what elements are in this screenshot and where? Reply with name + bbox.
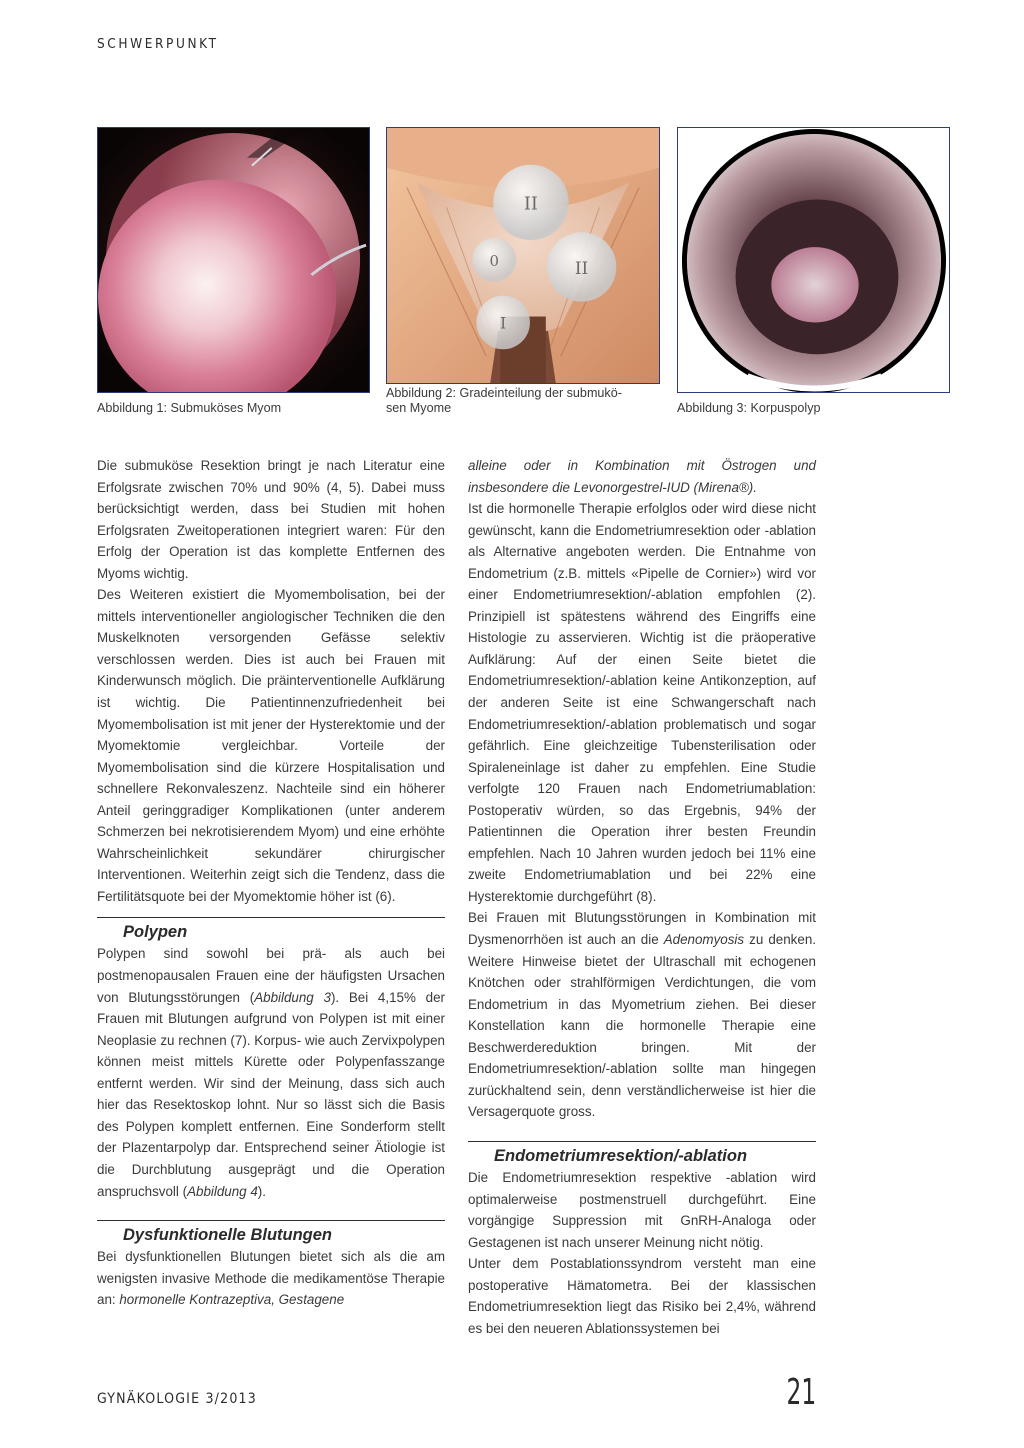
left-paragraph-2: Des Weiteren existiert die Myomembolisation, bei der mittels interventioneller angiologischer Techniken die den Muskelknoten versorgenden Gefässe selektiv verschlossen werden. Dies ist auch bei Frauen mit Kinderwunsch möglich. Die präinterventionelle Aufklärung ist wichtig. Die Patientinnenzufriedenheit bei Myomembolisation ist mit jener der Hysterektomie und der Myomektomie vergleichbar. Vorteile der Myomembolisation sind die kürzere Hospitalisation und schnellere Rekonvaleszenz. Nachteile sind ein höherer Anteil geringgradiger Komplikationen (unter anderem Schmerzen bei nekrotisierendem Myom) und eine erhöhte Wahrscheinlichkeit sekundärer chirurgischer Interventionen. Weiterhin zeigt sich die Tendenz, dass die Fertilitätsquote bei der Myomektomie höher ist (6). bbox=[97, 587, 445, 904]
right-paragraph-2: Ist die hormonelle Therapie erfolglos oder wird diese nicht gewünscht, kann die Endometriumresektion oder -ablation als Alternative angeboten werden. Die Entnahme von Endometrium (z.B. mittels «Pipelle de Cornier») wird vor einer Endometriumresektion/-ablation empfohlen (2). Prinzipiell ist spätestens während des Eingriffs eine Histologie zu asservieren. Wichtig ist die präoperative Aufklärung: Auf der einen Seite bietet die Endometriumresektion/-ablation keine Antikonzeption, auf der anderen Seite ist eine Schwangerschaft nach Endometriumresektion/-ablation problematisch und sogar gefährlich. Eine gleichzeitige Tubensterilisation oder Spiraleneinlage ist daher zu empfehlen. Eine Studie verfolgte 120 Frauen nach Endometriumablation: Postoperativ würden, so das Ergebnis, 94% der Patientinnen die Operation ihrer besten Freundin empfehlen. Nach 10 Jahren wurden jedoch bei 11% eine zweite Endometriumablation und bei 22% eine Hysterektomie durchgeführt (8). bbox=[468, 501, 816, 904]
page-number: 21 bbox=[786, 1372, 816, 1413]
right-paragraph-1: alleine oder in Kombination mit Östrogen und insbesondere die Levonorgestrel-IUD (Mirena®). bbox=[468, 458, 816, 495]
figure-2-caption-line1: Abbildung 2: Gradeinteilung der submukö- bbox=[386, 386, 622, 400]
footer-journal: GYNÄKOLOGIE 3/2013 bbox=[97, 1391, 257, 1407]
figure-3-caption: Abbildung 3: Korpuspolyp bbox=[677, 401, 821, 415]
figure-1-caption: Abbildung 1: Submuköses Myom bbox=[97, 401, 282, 415]
figure-2-caption-line2: sen Myome bbox=[386, 401, 452, 415]
section-header: SCHWERPUNKT bbox=[97, 36, 219, 52]
polypen-paragraph: Polypen sind sowohl bei prä- als auch bei postmenopausalen Frauen eine der häufigsten Ursachen von Blutungsstörungen (Abbildung 3). Bei 4,15% der Frauen mit Blutungen aufgrund von Polypen ist mit einer Neoplasie zu rechnen (7). Korpus- wie auch Zervixpolypen können meist mittels Kürette oder Polypenfasszange entfernt werden. Wir sind der Meinung, dass sich auch hier das Resektoskop lohnt. Nur so lässt sich die Basis des Polypen komplett entfernen. Eine Sonderform stellt der Plazentarpolyp dar. Entsprechend seiner Ätiologie ist die Durchblutung ausgeprägt und die Operation anspruchsvoll (Abbildung 4). bbox=[97, 946, 445, 1199]
left-paragraph-1: Die submuköse Resektion bringt je nach Literatur eine Erfolgsrate zwischen 70% und 90% (4, 5). Dabei muss berücksichtigt werden, dass bei Studien mit hohen Erfolgsraten Zweitoperationen integriert waren: Für den Erfolg der Operation ist das komplette Entfernen des Myoms wichtig. bbox=[97, 458, 445, 581]
grade-label-d: I bbox=[500, 313, 507, 333]
left-column bbox=[97, 455, 445, 1311]
grade-label-c: II bbox=[574, 257, 589, 278]
grade-label-a: II bbox=[523, 193, 539, 215]
polypen-heading: Polypen bbox=[97, 917, 445, 943]
dysfunktionelle-paragraph: Bei dysfunktionellen Blutungen bietet sich als die am wenigsten invasive Methode die medikamentöse Therapie an: hormonelle Kontrazeptiva, Gestagene bbox=[97, 1249, 445, 1308]
grade-label-b: 0 bbox=[489, 251, 499, 270]
figure-2-image bbox=[386, 127, 660, 384]
right-column bbox=[468, 455, 816, 1339]
figure-1-image bbox=[97, 127, 370, 393]
endometrium-paragraph-2: Unter dem Postablationssyndrom versteht man eine postoperative Hämatometra. Bei der klassischen Endometriumresektion liegt das Risiko bei 2,4%, während es bei den neueren Ablationssystemen bei bbox=[468, 1256, 816, 1336]
right-paragraph-3: Bei Frauen mit Blutungsstörungen in Kombination mit Dysmenorrhöen ist auch an die Adenomyosis zu denken. Weitere Hinweise bietet der Ultraschall mit echogenen Knötchen oder strahlförmigen Verdichtungen, die vom Endometrium in das Myometrium ziehen. Bei dieser Konstellation kann die hormonelle Therapie eine Beschwerdereduktion bringen. Mit der Endometriumresektion/-ablation sollte man hingegen zurückhaltend sein, denn verständlicherweise ist hier die Versagerquote gross. bbox=[468, 910, 816, 1120]
figure-3-image bbox=[677, 127, 950, 393]
dysfunktionelle-heading: Dysfunktionelle Blutungen bbox=[97, 1220, 445, 1246]
endometrium-heading: Endometriumresektion/-ablation bbox=[468, 1141, 816, 1167]
endometrium-paragraph-1: Die Endometriumresektion respektive -ablation wird optimalerweise postmenstruell durchgeführt. Eine vorgängige Suppression mit GnRH-Analoga oder Gestagenen ist nach unserer Meinung nicht nötig. bbox=[468, 1169, 816, 1250]
